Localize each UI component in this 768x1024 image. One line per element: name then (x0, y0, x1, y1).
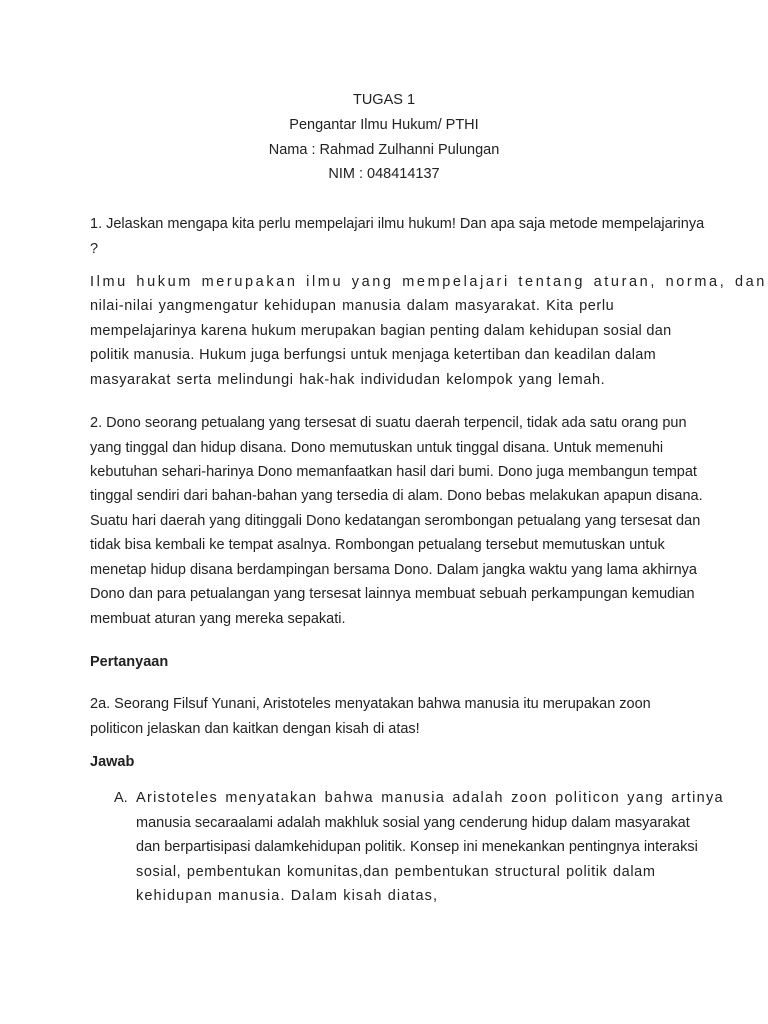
section-heading-jawab: Jawab (90, 754, 135, 770)
question-2-line: tidak bisa kembali ke tempat asalnya. Rombongan petualang tersebut memutuskan untuk (90, 537, 665, 553)
answer-a-line: sosial, pembentukan komunitas,dan pembentukan structural politik dalam (136, 864, 656, 880)
question-1-line: 1. Jelaskan mengapa kita perlu mempelajari ilmu hukum! Dan apa saja metode mempelajarinya (90, 216, 705, 232)
question-2-line: membuat aturan yang mereka sepakati. (90, 611, 346, 627)
question-2-line: menetap hidup disana berdampingan bersama Dono. Dalam jangka waktu yang lama akhirnya (90, 562, 697, 578)
student-nim: NIM : 048414137 (328, 166, 440, 182)
answer-1-line: politik manusia. Hukum juga berfungsi untuk menjaga ketertiban dan keadilan dalam (90, 347, 656, 363)
answer-a-line: manusia secaraalami adalah makhluk sosial yang cenderung hidup dalam masyarakat (136, 815, 690, 831)
question-2-line: tinggal sendiri dari bahan-bahan yang tersedia di alam. Dono bebas melakukan apapun disana. (90, 488, 703, 504)
answer-a-line: kehidupan manusia. Dalam kisah diatas, (136, 888, 439, 904)
question-2-line: Dono dan para petualangan yang tersesat lainnya membuat sebuah perkampungan kemudian (90, 586, 695, 602)
answer-a-line: dan berpartisipasi dalamkehidupan politik. Konsep ini menekankan pentingnya interaksi (136, 839, 698, 855)
question-2-line: kebutuhan sehari-harinya Dono memanfaatkan hasil dari bumi. Dono juga membangun tempat (90, 464, 697, 480)
answer-1-line: Ilmu hukum merupakan ilmu yang mempelajari tentang aturan, norma, dan (90, 274, 767, 290)
document-title: TUGAS 1 (352, 92, 416, 108)
answer-1-line: masyarakat serta melindungi hak-hak individudan kelompok yang lemah. (90, 372, 606, 388)
question-1-line: ? (90, 241, 99, 257)
section-heading-pertanyaan: Pertanyaan (90, 654, 169, 670)
question-2-line: yang tinggal dan hidup disana. Dono memutuskan untuk tinggal disana. Untuk memenuhi (90, 440, 664, 456)
question-2a-line: 2a. Seorang Filsuf Yunani, Aristoteles menyatakan bahwa manusia itu merupakan zoon (90, 696, 651, 712)
question-2a-line: politicon jelaskan dan kaitkan dengan kisah di atas! (90, 721, 420, 737)
student-name: Nama : Rahmad Zulhanni Pulungan (268, 142, 500, 158)
list-marker: A. (114, 790, 128, 806)
course-name: Pengantar Ilmu Hukum/ PTHI (289, 117, 479, 133)
answer-1-line: mempelajarinya karena hukum merupakan bagian penting dalam kehidupan sosial dan (90, 323, 672, 339)
answer-a-line: Aristoteles menyatakan bahwa manusia adalah zoon politicon yang artinya (136, 790, 724, 806)
question-2-line: Suatu hari daerah yang ditinggali Dono kedatangan serombongan petualang yang tersesat dan (90, 513, 701, 529)
answer-1-line: nilai-nilai yangmengatur kehidupan manusia dalam masyarakat. Kita perlu (90, 298, 615, 314)
question-2-line: 2. Dono seorang petualang yang tersesat di suatu daerah terpencil, tidak ada satu orang pun (90, 415, 687, 431)
